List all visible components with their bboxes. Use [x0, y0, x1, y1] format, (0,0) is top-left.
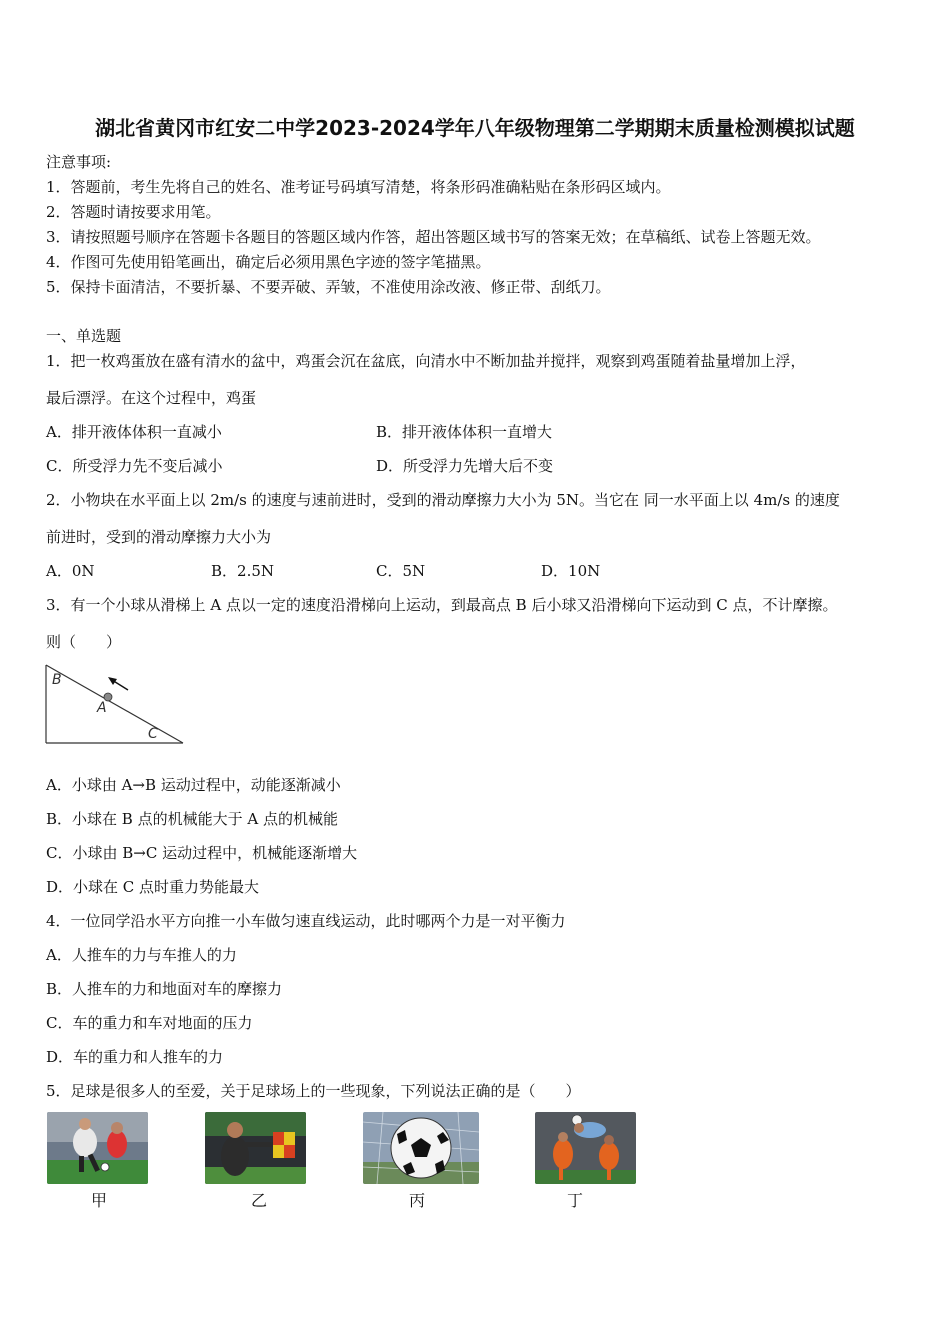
- q1-option-b[interactable]: B．排开液体体积一直增大: [376, 423, 553, 441]
- q4-option-c[interactable]: C．车的重力和车对地面的压力: [46, 1014, 253, 1032]
- caption-bing: 丙: [409, 1191, 426, 1210]
- section-heading: 一、单选题: [46, 327, 122, 345]
- q1-option-d[interactable]: D．所受浮力先增大后不变: [376, 457, 554, 475]
- q4-stem: 4．一位同学沿水平方向推一小车做匀速直线运动，此时哪两个力是一对平衡力: [46, 912, 566, 930]
- q2-stem-line1: 2．小物块在水平面上以 2m/s 的速度与速前进时，受到的滑动摩擦力大小为 5N。当它在 同一水平面上以 4m/s 的速度: [46, 491, 840, 509]
- slide-diagram: [40, 660, 190, 750]
- q1-stem-line2: 最后漂浮。在这个过程中，鸡蛋: [46, 389, 257, 407]
- caption-jia: 甲: [91, 1191, 108, 1210]
- q3-option-a[interactable]: A．小球由 A→B 运动过程中，动能逐渐减小: [46, 776, 341, 794]
- point-a-label: A: [97, 700, 107, 716]
- exam-title: 湖北省黄冈市红安二中学2023-2024学年八年级物理第二学期期末质量检测模拟试题: [95, 116, 855, 140]
- notice-heading: 注意事项:: [46, 153, 112, 171]
- q2-stem-line2: 前进时，受到的滑动摩擦力大小为: [46, 528, 272, 546]
- photo-yi: [205, 1112, 306, 1184]
- q4-option-b[interactable]: B．人推车的力和地面对车的摩擦力: [46, 980, 283, 998]
- q2-option-b[interactable]: B．2.5N: [211, 562, 275, 580]
- q3-option-b[interactable]: B．小球在 B 点的机械能大于 A 点的机械能: [46, 810, 338, 828]
- q1-stem-line1: 1．把一枚鸡蛋放在盛有清水的盆中，鸡蛋会沉在盆底，向清水中不断加盐并搅拌，观察到鸡蛋随着盐量增加上浮，: [46, 352, 806, 370]
- photo-ding: [535, 1112, 636, 1184]
- photo-bing: [363, 1112, 479, 1184]
- point-b-label: B: [52, 672, 62, 688]
- q3-stem-line2: 则（ ）: [46, 633, 122, 651]
- q3-option-c[interactable]: C．小球由 B→C 运动过程中，机械能逐渐增大: [46, 844, 358, 862]
- q5-stem: 5．足球是很多人的至爱，关于足球场上的一些现象，下列说法正确的是（ ）: [46, 1082, 581, 1100]
- q2-option-c[interactable]: C．5N: [376, 562, 426, 580]
- q2-option-a[interactable]: A．0N: [46, 562, 95, 580]
- slide-incline: [46, 665, 183, 743]
- q3-stem-line1: 3．有一个小球从滑梯上 A 点以一定的速度沿滑梯向上运动，到最高点 B 后小球又沿滑梯向下运动到 C 点，不计摩擦。: [46, 596, 838, 614]
- point-c-label: C: [148, 726, 158, 742]
- q1-option-c[interactable]: C．所受浮力先不变后减小: [46, 457, 223, 475]
- notice-item-3: 3．请按照题号顺序在答题卡各题目的答题区域内作答，超出答题区域书写的答案无效；在草稿纸、试卷上答题无效。: [46, 228, 821, 246]
- caption-yi: 乙: [251, 1191, 268, 1210]
- notice-item-4: 4．作图可先使用铅笔画出，确定后必须用黑色字迹的签字笔描黑。: [46, 253, 491, 271]
- notice-item-5: 5．保持卡面清洁，不要折暴、不要弄破、弄皱，不准使用涂改液、修正带、刮纸刀。: [46, 278, 611, 296]
- velocity-arrowhead-icon: [108, 677, 117, 685]
- photo-jia: [47, 1112, 148, 1184]
- q2-option-d[interactable]: D．10N: [541, 562, 601, 580]
- q4-option-d[interactable]: D．车的重力和人推车的力: [46, 1048, 224, 1066]
- caption-ding: 丁: [567, 1191, 584, 1210]
- q3-option-d[interactable]: D．小球在 C 点时重力势能最大: [46, 878, 260, 896]
- notice-item-1: 1．答题前，考生先将自己的姓名、准考证号码填写清楚，将条形码准确粘贴在条形码区域内。: [46, 178, 671, 196]
- q4-option-a[interactable]: A．人推车的力与车推人的力: [46, 946, 237, 964]
- notice-item-2: 2．答题时请按要求用笔。: [46, 203, 221, 221]
- q1-option-a[interactable]: A．排开液体体积一直减小: [46, 423, 222, 441]
